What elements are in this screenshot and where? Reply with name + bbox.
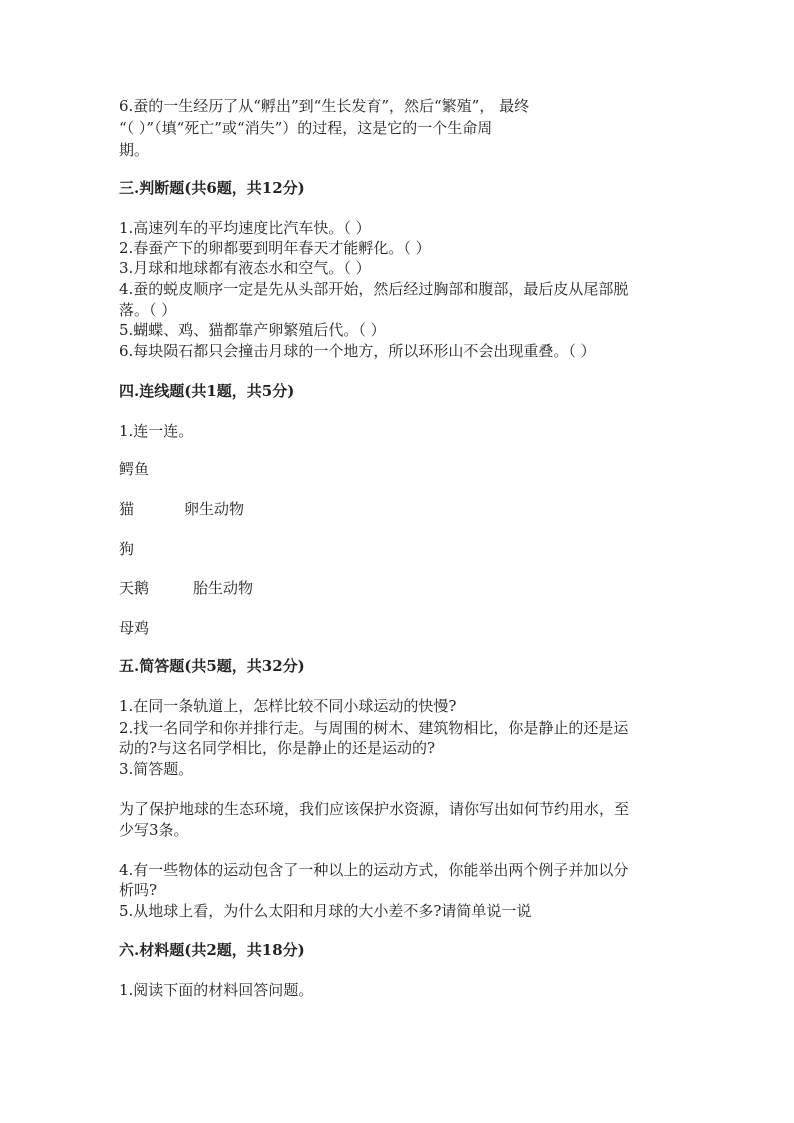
section-heading-short-answer: 五.简答题(共5题，共32分) [119,657,305,675]
judgement-item-5: 5.蝴蝶、鸡、猫都靠产卵繁殖后代。（ ） [119,321,386,339]
judgement-item-4-cont: 落。（ ） [119,301,177,319]
short-answer-item-5: 5.从地球上看，为什么太阳和月球的大小差不多?请简单说一说 [119,902,532,920]
category-oviparous: 卵生动物 [184,500,245,518]
q6-line-3: 期。 [119,141,150,159]
q6-line-2: “（ ）”（填“死亡”或“消失”）的过程，这是它的一个生命周 [119,119,493,137]
section-heading-matching: 四.连线题(共1题，共5分) [119,382,295,400]
section-heading-judgement: 三.判断题(共6题，共12分) [119,179,305,197]
judgement-item-2: 2.春蚕产下的卵都要到明年春天才能孵化。（ ） [119,239,431,257]
short-answer-item-3-text-cont: 少写3条。 [119,821,189,839]
judgement-item-4: 4.蚕的蜕皮顺序一定是先从头部开始，然后经过胸部和腹部，最后皮从尾部脱 [119,280,629,298]
short-answer-item-4: 4.有一些物体的运动包含了一种以上的运动方式，你能举出两个例子并加以分 [119,861,629,879]
short-answer-item-4-cont: 析吗? [119,881,158,899]
short-answer-item-3: 3.简答题。 [119,760,194,778]
judgement-item-3: 3.月球和地球都有液态水和空气。（ ） [119,259,371,277]
animal-dog: 狗 [119,540,135,558]
matching-question: 1.连一连。 [119,422,194,440]
material-question: 1.阅读下面的材料回答问题。 [119,981,314,999]
short-answer-item-2: 2.找一名同学和你并排行走。与周围的树木、建筑物相比，你是静止的还是运 [119,719,629,737]
judgement-item-6: 6.每块陨石都只会撞击月球的一个地方，所以环形山不会出现重叠。（ ） [119,342,596,360]
animal-crocodile: 鳄鱼 [119,460,150,478]
q6-line-1: 6.蚕的一生经历了从“孵出”到“生长发育”，然后“繁殖”， 最终 [119,97,530,115]
animal-hen: 母鸡 [119,619,150,637]
animal-swan: 天鹅 [119,579,150,597]
short-answer-item-3-text: 为了保护地球的生态环境，我们应该保护水资源，请你写出如何节约用水，至 [119,800,630,818]
judgement-item-1: 1.高速列车的平均速度比汽车快。（ ） [119,219,371,237]
category-viviparous: 胎生动物 [193,579,254,597]
section-heading-material: 六.材料题(共2题，共18分) [119,941,305,959]
short-answer-item-1: 1.在同一条轨道上，怎样比较不同小球运动的快慢? [119,697,457,715]
animal-cat: 猫 [119,500,135,518]
short-answer-item-2-cont: 动的?与这名同学相比，你是静止的还是运动的? [119,739,436,757]
